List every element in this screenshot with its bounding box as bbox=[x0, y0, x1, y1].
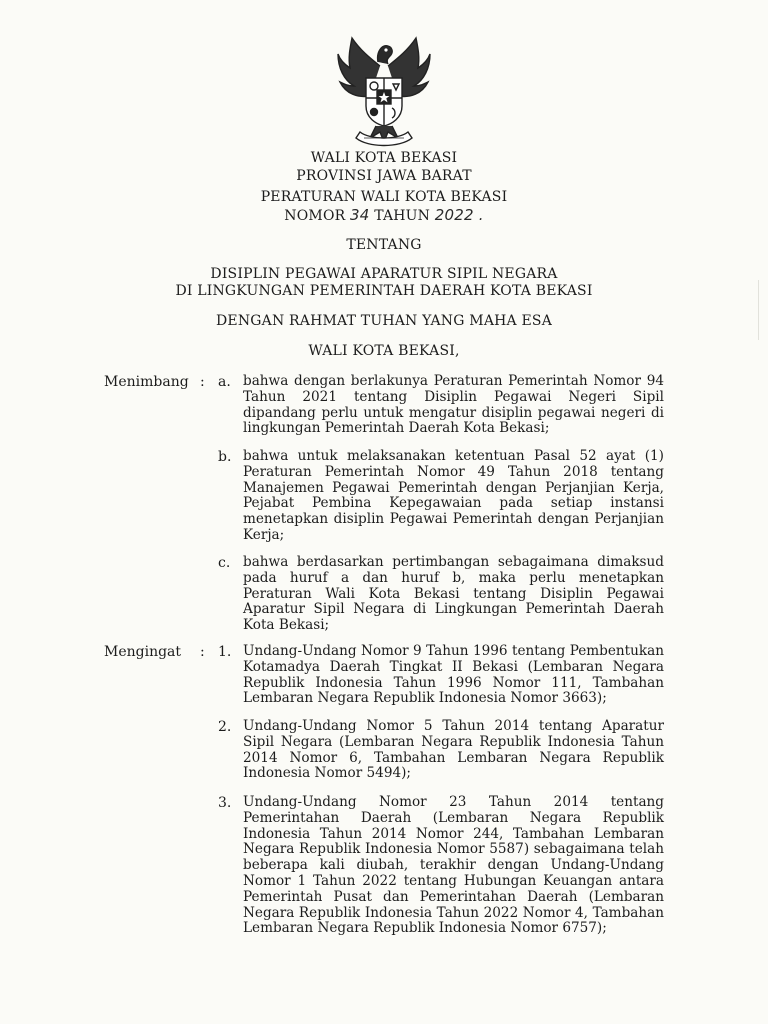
tahun-handwritten: 2022 . bbox=[434, 206, 484, 224]
menimbang-a-text: bahwa dengan berlakunya Peraturan Pemerintah Nomor 94 Tahun 2021 tentang Disiplin Pegawai Negeri Sipil dipandang perlu untuk mengatur disiplin pegawai negeri di lingkungan Pemerintah Daerah Kota Bekasi; bbox=[243, 373, 664, 437]
garuda-pancasila-icon bbox=[330, 28, 438, 153]
subject-line-1: DISIPLIN PEGAWAI APARATUR SIPIL NEGARA bbox=[210, 266, 558, 282]
menimbang-label: Menimbang bbox=[104, 374, 189, 390]
subject-line-2: DI LINGKUNGAN PEMERINTAH DAERAH KOTA BEKASI bbox=[175, 283, 593, 299]
mengingat-2-marker: 2. bbox=[218, 719, 232, 735]
mengingat-1-marker: 1. bbox=[218, 644, 232, 660]
menimbang-a-marker: a. bbox=[218, 374, 231, 390]
mengingat-label: Mengingat bbox=[104, 644, 182, 660]
mengingat-2-text: Undang-Undang Nomor 5 Tahun 2014 tentang Aparatur Sipil Negara (Lembaran Negara Republik Indonesia Tahun 2014 Nomor 6, Tambahan Lembaran Negara Republik Indonesia Nomor 5494); bbox=[243, 718, 664, 782]
nomor-prefix: NOMOR bbox=[284, 208, 346, 224]
tahun-label: TAHUN bbox=[374, 208, 431, 224]
nomor-handwritten: 34 bbox=[350, 206, 370, 224]
menimbang-colon: : bbox=[200, 374, 205, 390]
scan-edge-mark bbox=[758, 280, 759, 340]
regulation-number-line bbox=[0, 206, 768, 224]
preamble-rahmat: DENGAN RAHMAT TUHAN YANG MAHA ESA bbox=[215, 313, 553, 329]
menimbang-c-text: bahwa berdasarkan pertimbangan sebagaimana dimaksud pada huruf a dan huruf b, maka perlu menetapkan Peraturan Wali Kota Bekasi tentang Disiplin Pegawai Aparatur Sipil Negara di Lingkungan Pemerintah Daerah Kota Bekasi; bbox=[243, 554, 664, 634]
mengingat-colon: : bbox=[200, 644, 205, 660]
menimbang-b-text: bahwa untuk melaksanakan ketentuan Pasal 52 ayat (1) Peraturan Pemerintah Nomor 49 Tahun 2018 tentang Manajemen Pegawai Pemerintah dengan Perjanjian Kerja, Pejabat Pembina Kepegawaian pada setiap instansi menetapkan disiplin Pegawai Pemerintah dengan Perjanjian Kerja; bbox=[243, 448, 664, 543]
mengingat-3-text: Undang-Undang Nomor 23 Tahun 2014 tentang Pemerintahan Daerah (Lembaran Negara Republik Indonesia Tahun 2014 Nomor 244, Tambahan Lembaran Negara Republik Indonesia Nomor 5587) sebagaimana telah beberapa kali diubah, terakhir dengan Undang-Undang Nomor 1 Tahun 2022 tentang Hubungan Keuangan antara Pemerintah Pusat dan Pemerintahan Daerah (Lembaran Negara Republik Indonesia Tahun 2022 Nomor 4, Tambahan Lembaran Negara Republik Indonesia Nomor 6757); bbox=[243, 794, 664, 937]
mengingat-1-text: Undang-Undang Nomor 9 Tahun 1996 tentang Pembentukan Kotamadya Daerah Tingkat II Bekasi (Lembaran Negara Republik Indonesia Tahun 1996 Nomor 111, Tambahan Lembaran Negara Republik Indonesia Nomor 3663); bbox=[243, 643, 664, 707]
mayor-line: WALI KOTA BEKASI, bbox=[308, 343, 460, 359]
regulation-title: PERATURAN WALI KOTA BEKASI bbox=[260, 189, 508, 205]
mengingat-3-marker: 3. bbox=[218, 795, 232, 811]
menimbang-c-marker: c. bbox=[218, 555, 231, 571]
menimbang-b-marker: b. bbox=[218, 449, 232, 465]
issuer-title: WALI KOTA BEKASI bbox=[310, 150, 458, 166]
tentang-heading: TENTANG bbox=[346, 237, 422, 253]
province-title: PROVINSI JAWA BARAT bbox=[296, 168, 472, 184]
